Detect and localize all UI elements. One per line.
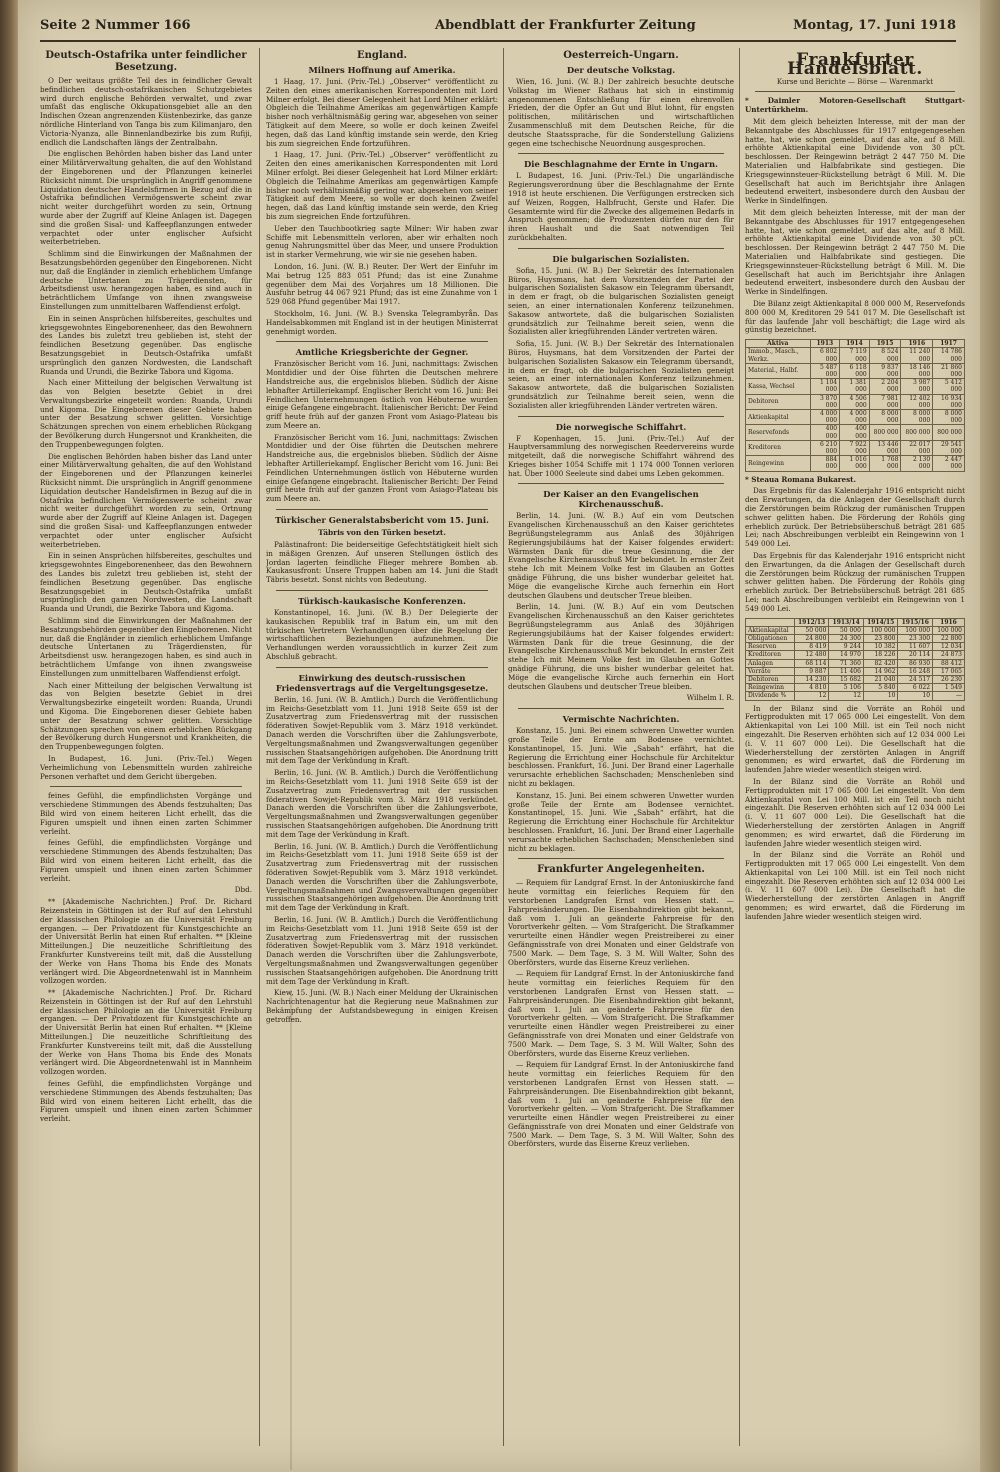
table-cell: Immob., Masch., Werkz. <box>746 348 811 363</box>
table-cell: 71 360 <box>829 659 864 667</box>
article-paragraph: Französischer Bericht vom 16. Juni, nachmittags: Zwischen Montdidier und der Oise führten die Deutschen mehrere Handstreiche aus, die ergebnislos blieben. Südlich der Aisne lebhafter Artilleriekampf. Englischer Bericht vom 16. Juni: Bei Feindlichen Unternehmungen östlich von Hébuterne wurden einige Gefangene eingebracht. Italienischer Bericht: Der Feind griff heute früh auf der ganzen Front vom Asiago-Plateau bis zum Meere an. <box>266 432 498 504</box>
feuilleton-signature: Dbd. <box>234 885 252 895</box>
article-paragraph: Konstanz, 15. Juni. Bei einem schweren Unwetter wurden große Teile der Ernte am Bodensee vernichtet. Konstantinopel, 15. Juni. Wie „Sabah“ erfährt, hat die Regierung die Errichtung einer Hochschule für Architektur beschlossen. Frankfurt, 16. Juni. Der Brand einer Lagerhalle verursachte erheblichen Sachschaden; Menschenleben sind nicht zu beklagen. <box>508 790 734 853</box>
table-cell: 884 000 <box>810 456 840 471</box>
article-paragraph: O Der weitaus größte Teil des in feindlicher Gewalt befindlichen deutsch-ostafrikanischen Schutzgebietes wird durch englische Behörden verwaltet, und zwar umfaßt das englische Okkupationsgebiet alle an den Indischen Ozean angrenzenden Küstenbezirke, das ganze nördliche Hinterland von Tanga bis zum Kilimanjaro, den Victoria-Nyanza, alle Binnenlandbezirke bis zum Rufiji, endlich die Landschaften längs der Zentralbahn. <box>40 76 252 147</box>
article-title: Amtliche Kriegsberichte der Gegner. <box>295 347 469 358</box>
table-cell: Aktienkapital <box>746 409 811 424</box>
article-paragraph: Ein in seinen Ansprüchen hilfsbereites, geschultes und kriegsgewohntes Eingeborenenheer, das den Bewohnern des Landes bis zuletzt treu geblieben ist, steht der feindlichen Besetzung gegenüber. Das englische Besatzungsgebiet in Deutsch-Ostafrika umfaßt ursprünglich den ganzen Nordwesten, die Landschaft Ruanda und Urundi, die Bezirke Tabora und Kigoma. <box>40 313 252 376</box>
article-title: Einwirkung des deutsch-russischen Friedensvertrags auf die Vergeltungsgesetze. <box>275 672 489 693</box>
article-paragraph: Das Ergebnis für das Kalenderjahr 1916 entspricht nicht den Erwartungen, da die Anlagen der Gesellschaft durch die Zerstörungen beim Rückzug der rumänischen Truppen schwer gelitten haben. Die Förderung der Rohöls ging erheblich zurück. Der Betriebsüberschuß beträgt 281 685 Lei; nach Abschreibungen verbleibt ein Reingewinn von 1 549 000 Lei. <box>745 486 965 549</box>
table-cell: 22 800 <box>933 634 965 642</box>
table-row <box>746 667 965 675</box>
page-header <box>40 14 956 42</box>
table-cell: 20 114 <box>898 651 933 659</box>
table-header-cell: Aktiva <box>746 340 811 348</box>
table-cell: 11 240 000 <box>901 348 933 363</box>
table-cell: 4 506 000 <box>840 394 870 409</box>
table-cell: 14 962 <box>863 667 898 675</box>
article-paragraph: London, 16. Juni. (W. B.) Reuter. Der Wert der Einfuhr im Mai betrug 125 883 051 Pfund; das ist eine Zunahme gegenüber dem Mai des Vorjahres um 18 Millionen. Die Ausfuhr betrug 44 067 921 Pfund; das ist eine Zunahme von 1 529 068 Pfund gegenüber Mai 1917. <box>266 261 498 307</box>
table-cell: 6 022 <box>898 684 933 692</box>
table-row <box>746 409 965 424</box>
table-header-cell: 1915 <box>869 340 901 348</box>
section-title: England. <box>357 50 407 61</box>
table-row <box>746 659 965 667</box>
table-cell: 12 <box>794 692 829 700</box>
table-header-cell: 1914/15 <box>863 618 898 626</box>
table-cell: 800 000 <box>933 425 965 440</box>
table-cell: Aktienkapital <box>746 626 795 634</box>
table-cell: 1 549 <box>933 684 965 692</box>
divider <box>276 667 488 668</box>
table-cell: 8 000 000 <box>869 409 901 424</box>
table-header-cell: 1913/14 <box>829 618 864 626</box>
column-rule <box>739 48 740 1446</box>
table-cell: 16 248 <box>898 667 933 675</box>
table-cell: 4 000 000 <box>840 409 870 424</box>
column-3 <box>508 48 734 1446</box>
table-cell: Reingewinn <box>746 684 795 692</box>
table-row <box>746 643 965 651</box>
article-paragraph: Die Bilanz zeigt Aktienkapital 8 000 000 M, Reservefonds 800 000 M, Kreditoren 29 541 017 M. Die Gesellschaft ist für das laufende Jahr voll beschäftigt; die Lage wird als günstig bezeichnet. <box>745 298 965 335</box>
article-paragraph: Berlin, 16. Juni. (W. B. Amtlich.) Durch die Veröffentlichung im Reichs-Gesetzblatt vom 11. Juni 1918 Seite 659 ist der Zusatzvertrag zum Friedensvertrag mit der russischen föderativen Sowjet-Republik vom 3. März 1918 verkündet. Danach werden die Vorschriften über die Zahlungsverbote, Vergeltungsmaßnahmen und Zwangsverwaltungen gegenüber russischen Staatsangehörigen aufgehoben. Die Anordnung tritt mit dem Tage der Verkündung in Kraft. <box>266 768 498 839</box>
article-paragraph: — Requiem für Landgraf Ernst. In der Antoniuskirche fand heute vormittag ein feierliches Requiem für den verstorbenen Landgrafen Ernst von Hessen statt. — Fahrpreisänderungen. Die Eisenbahndirektion gibt bekannt, daß vom 1. Juli an geänderte Fahrpreise für den Vorortverkehr gelten. — Vom Strafgericht. Die Strafkammer verurteilte einen Händler wegen Preistreiberei zu einer Gefängnisstrafe von drei Monaten und einer Geldstrafe von 7500 Mark. — Dem Tage, S. 3 M. Will Walter, Sohn des Oberförsters, wurde das Eiserne Kreuz verliehen. <box>508 1060 734 1149</box>
table-cell: 5 487 000 <box>810 363 840 378</box>
article-title: Türkisch-kaukasische Konferenzen. <box>298 596 466 607</box>
table-row <box>746 456 965 471</box>
table-row <box>746 692 965 700</box>
article-paragraph: Berlin, 14. Juni. (W. B.) Auf ein vom Deutschen Evangelischen Kirchenausschuß an den Kaiser gerichtetes Begrüßungstelegramm aus Anlaß des 30jährigen Regierungsjubiläums hat der Kaiser folgendes erwidert: Wärmsten Dank für die treue Gesinnung, die der Evangelische Kirchenausschuß Mir bekundet. In ernster Zeit stehe Ich mit Meinem Volke fest im Glauben an Gottes gnädige Führung, die uns bisher wunderbar geleitet hat. Möge die evangelische Kirche auch fernerhin ein Hort deutschen Glaubens und deutscher Treue bleiben. <box>508 602 734 691</box>
table-cell: 23 300 <box>898 634 933 642</box>
table-cell: 100 000 <box>898 626 933 634</box>
table-cell: 24 873 <box>933 651 965 659</box>
table-header-cell: 1914 <box>840 340 870 348</box>
table-cell: 12 034 <box>933 643 965 651</box>
article-title: Türkischer Generalstabsbericht vom 15. Juni. <box>275 515 489 526</box>
table-row <box>746 626 965 634</box>
table-cell: 8 419 <box>794 643 829 651</box>
article-paragraph: Ein in seinen Ansprüchen hilfsbereites, geschultes und kriegsgewohntes Eingeborenenheer, das den Bewohnern des Landes bis zuletzt treu geblieben ist, steht der feindlichen Besetzung gegenüber. Das englische Besatzungsgebiet in Deutsch-Ostafrika umfaßt ursprünglich den ganzen Nordwesten, die Landschaft Ruanda und Urundi, die Bezirke Tabora und Kigoma. <box>40 551 252 614</box>
divider <box>518 248 724 249</box>
notes-paragraph: ** [Akademische Nachrichten.] Prof. Dr. Richard Reizenstein in Göttingen ist der Ruf auf den Lehrstuhl der klassischen Philologie an die Universität Freiburg ergangen. — Der Privatdozent für Kunstgeschichte an der Universität Berlin hat einen Ruf erhalten. ** [Kleine Mitteilungen.] Die neuzeitliche Schriftleitung des Frankfurter Kunstvereins teilt mit, daß die Ausstellung der Werke von Hans Thoma bis Ende des Monats verlängert wird. Die Abgeordnetenwahl ist in Mannheim vollzogen worden. <box>40 988 252 1077</box>
table-cell: 8 000 000 <box>901 409 933 424</box>
feuilleton-paragraph: feines Gefühl, die empfindlichsten Vorgänge und verschiedene Stimmungen des Abends festzuhalten; Das Bild wird von einem heiteren Licht erhellt, das die Figuren umspielt und ihnen einen zarten Schimmer verleiht. <box>40 838 252 883</box>
table-cell: Obligationen <box>746 634 795 642</box>
table-cell: 6 802 000 <box>810 348 840 363</box>
table-cell: Reingewinn <box>746 456 811 471</box>
article-paragraph: In der Bilanz sind die Vorräte an Rohöl und Fertigprodukten mit 17 065 000 Lei eingestellt. Von dem Aktienkapital von Lei 100 Mill. ist ein Teil noch nicht eingezahlt. Die Reserven erhöhten sich auf 12 034 000 Lei (i. V. 11 607 000 Lei). Die Gesellschaft hat die Wiederherstellung der zerstörten Anlagen in Angriff genommen; es wird erwartet, daß die Förderung im laufenden Jahre wieder wesentlich steigen wird. <box>745 850 965 921</box>
news-note: In Budapest, 16. Juni. (Priv.-Tel.) Wegen Verheimlichung von Lebensmitteln wurden zahlreiche Personen verhaftet und dem Gericht übergeben. <box>40 753 252 781</box>
article-paragraph: Sofia, 15. Juni. (W. B.) Der Sekretär des Internationalen Büros, Huysmans, hat dem Vorsitzenden der Partei der bulgarischen Sozialisten Sakasow ein Telegramm übersandt, in dem er fragt, ob die bulgarischen Sozialisten geneigt seien, an einer internationalen Konferenz teilzunehmen. Sakasow antwortete, daß die bulgarischen Sozialisten grundsätzlich zur Teilnahme bereit seien, wenn die Sozialisten aller kriegführenden Länder vertreten wären. <box>508 265 734 337</box>
table-cell: Reserven <box>746 643 795 651</box>
article-paragraph: Berlin, 14. Juni. (W. B.) Auf ein vom Deutschen Evangelischen Kirchenausschuß an den Kaiser gerichtetes Begrüßungstelegramm aus Anlaß des 30jährigen Regierungsjubiläums hat der Kaiser folgendes erwidert: Wärmsten Dank für die treue Gesinnung, die der Evangelische Kirchenausschuß Mir bekundet. In ernster Zeit stehe Ich mit Meinem Volke fest im Glauben an Gottes gnädige Führung, die uns bisher wunderbar geleitet hat. Möge die evangelische Kirche auch fernerhin ein Hort deutschen Glaubens und deutscher Treue bleiben. <box>508 511 734 600</box>
article-title: Vermischte Nachrichten. <box>562 714 680 725</box>
article-title: Der Kaiser an den Evangelischen Kirchenausschuß. <box>543 489 699 510</box>
article-paragraph: Ueber den Tauchbootkrieg sagte Milner: Wir haben zwar Schiffe mit Lebensmitteln verloren, aber wir erhalten noch genug Nahrungsmittel über das Meer, und unsere Produktion ist in starker Vermehrung, wie wir sie nie gesehen haben. <box>266 223 498 260</box>
table-cell: 7 922 000 <box>840 440 870 455</box>
table-cell: 12 480 <box>794 651 829 659</box>
table-cell: 11 406 <box>829 667 864 675</box>
table-row <box>746 651 965 659</box>
table-row <box>746 348 965 363</box>
table-header-row <box>746 340 965 348</box>
table-cell: 2 204 000 <box>869 379 901 394</box>
table-cell: 14 230 <box>794 675 829 683</box>
section-title: Oesterreich-Ungarn. <box>563 50 679 61</box>
table-row <box>746 425 965 440</box>
notes-paragraph: feines Gefühl, die empfindlichsten Vorgänge und verschiedene Stimmungen des Abends festzuhalten; Das Bild wird von einem heiteren Licht erhellt, das die Figuren umspielt und ihnen einen zarten Schimmer verleiht. <box>40 1079 252 1124</box>
article-title: * Daimler Motoren-Gesellschaft Stuttgart-Untertürkheim. <box>745 96 965 115</box>
table-cell: 800 000 <box>869 425 901 440</box>
article-paragraph: Kiew, 15. Juni. (W. B.) Nach einer Meldung der Ukrainischen Nachrichtenagentur hat die Regierung neue Maßnahmen zur Bekämpfung der Aufstandsbewegung in einigen Kreisen getroffen. <box>266 988 498 1024</box>
article-paragraph: Schlimm sind die Einwirkungen der Maßnahmen der Besatzungsbehörden gegenüber den Eingeborenen. Nicht nur, daß die Engländer in ziemlich erheblichem Umfange deutsche Untertanen zu Trägerdiensten, für Arbeitsdienst usw. herangezogen haben, es sind auch in beträchtlichem Umfange von ihnen zwangsweise Einstellungen zum unmittelbaren Waffendienst erfolgt. <box>40 616 252 678</box>
article-paragraph: Französischer Bericht vom 16. Juni, nachmittags: Zwischen Montdidier und der Oise führten die Deutschen mehrere Handstreiche aus, die ergebnislos blieben. Südlich der Aisne lebhafter Artilleriekampf. Englischer Bericht vom 16. Juni: Bei Feindlichen Unternehmungen östlich von Hébuterne wurden einige Gefangene eingebracht. Italienischer Bericht: Der Feind griff heute früh auf der ganzen Front vom Asiago-Plateau bis zum Meere an. <box>266 359 498 430</box>
signature: Wilhelm I. R. <box>686 693 734 703</box>
article-paragraph: Mit dem gleich beheizten Interesse, mit der man der Bekanntgabe des Abschlusses für 1917 entgegengesehen hatte, hat, wie schon gemeldet, auf das alte, auf 8 Mill. erhöhte Aktienkapital eine Dividende von 30 pCt. beschlossen. Der Reingewinn beträgt 2 447 750 M. Die Materialien und Halbfabrikate sind gestiegen. Die Kriegsgewinnsteuer-Rückstellung beträgt 6 Mill. M. Die Gesellschaft hat auch im Berichtsjahr ihre Anlagen bedeutend erweitert, insbesondere durch den Ausbau der Werke in Sindelfingen. <box>745 207 965 297</box>
article-paragraph: 1 Haag, 17. Juni. (Priv.-Tel.) „Observer“ veröffentlicht zu Zeiten den eines amerikanischen Korrespondenten mit Lord Milner erfolgt. Bei dieser Gelegenheit hat Lord Milner erklärt: Obgleich die Teilnahme Amerikas am gegenwärtigen Kampfe bisher noch verhältnismäßig gering war, abgesehen von seiner Tätigkeit auf dem Meere, so wolle er doch keinen Zweifel hegen, daß das Land künftig imstande sein werde, den Krieg bis zum siegreichen Ende fortzuführen. <box>266 77 498 148</box>
article-paragraph: Berlin, 16. Juni. (W. B. Amtlich.) Durch die Veröffentlichung im Reichs-Gesetzblatt vom 11. Juni 1918 Seite 659 ist der Zusatzvertrag zum Friedensvertrag mit der russischen föderativen Sowjet-Republik vom 3. März 1918 verkündet. Danach werden die Vorschriften über die Zahlungsverbote, Vergeltungsmaßnahmen und Zwangsverwaltungen gegenüber russischen Staatsangehörigen aufgehoben. Die Anordnung tritt mit dem Tage der Verkündung in Kraft. <box>266 694 498 766</box>
table-header-cell <box>746 618 795 626</box>
table-cell: 2 447 000 <box>933 456 965 471</box>
article-paragraph: Sofia, 15. Juni. (W. B.) Der Sekretär des Internationalen Büros, Huysmans, hat dem Vorsitzenden der Partei der bulgarischen Sozialisten Sakasow ein Telegramm übersandt, in dem er fragt, ob die bulgarischen Sozialisten geneigt seien, an einer internationalen Konferenz teilzunehmen. Sakasow antwortete, daß die bulgarischen Sozialisten grundsätzlich zur Teilnahme bereit seien, wenn die Sozialisten aller kriegführenden Länder vertreten wären. <box>508 339 734 410</box>
divider <box>50 786 242 787</box>
table-cell: Kassa, Wechsel <box>746 379 811 394</box>
table-cell: 10 <box>898 692 933 700</box>
divider <box>755 91 955 92</box>
issue-date: Montag, 17. Juni 1918 <box>793 18 956 33</box>
paper-title: Abendblatt der Frankfurter Zeitung <box>435 18 696 33</box>
table-cell: Dividende % <box>746 692 795 700</box>
article-paragraph: — Requiem für Landgraf Ernst. In der Antoniuskirche fand heute vormittag ein feierliches Requiem für den verstorbenen Landgrafen Ernst von Hessen statt. — Fahrpreisänderungen. Die Eisenbahndirektion gibt bekannt, daß vom 1. Juli an geänderte Fahrpreise für den Vorortverkehr gelten. — Vom Strafgericht. Die Strafkammer verurteilte einen Händler wegen Preistreiberei zu einer Gefängnisstrafe von drei Monaten und einer Geldstrafe von 7500 Mark. — Dem Tage, S. 3 M. Will Walter, Sohn des Oberförsters, wurde das Eiserne Kreuz verliehen. <box>508 969 734 1058</box>
table-cell: 68 114 <box>794 659 829 667</box>
article-subtitle: Milners Hoffnung auf Amerika. <box>308 65 456 75</box>
article-paragraph: 1 Haag, 17. Juni. (Priv.-Tel.) „Observer“ veröffentlicht zu Zeiten den eines amerikanischen Korrespondenten mit Lord Milner erfolgt. Bei dieser Gelegenheit hat Lord Milner erklärt: Obgleich die Teilnahme Amerikas am gegenwärtigen Kampfe bisher noch verhältnismäßig gering war, abgesehen von seiner Tätigkeit auf dem Meere, so wolle er doch keinen Zweifel hegen, daß das Land künftig imstande sein werde, den Krieg bis zum siegreichen Ende fortzuführen. <box>266 150 498 221</box>
article-paragraph: Schlimm sind die Einwirkungen der Maßnahmen der Besatzungsbehörden gegenüber den Eingeborenen. Nicht nur, daß die Engländer in ziemlich erheblichem Umfange deutsche Untertanen zu Trägerdiensten, für Arbeitsdienst usw. herangezogen haben, es sind auch in beträchtlichem Umfange von ihnen zwangsweise Einstellungen zum unmittelbaren Waffendienst erfolgt. <box>40 249 252 311</box>
table-row <box>746 634 965 642</box>
table-cell: 82 420 <box>863 659 898 667</box>
divider <box>518 416 724 417</box>
book-binding <box>0 0 18 1472</box>
article-title: Die norwegische Schiffahrt. <box>555 421 687 432</box>
article-title: * Steaua Romana Bukarest. <box>745 474 856 484</box>
table-cell: 14 970 <box>829 651 864 659</box>
table-cell: 3 870 000 <box>810 394 840 409</box>
table-cell: 17 065 <box>933 667 965 675</box>
divider <box>276 341 488 342</box>
table-cell: Debitoren <box>746 394 811 409</box>
divider <box>518 708 724 709</box>
table-cell: 1 016 000 <box>840 456 870 471</box>
table-cell: 18 226 <box>863 651 898 659</box>
table-cell: — <box>933 692 965 700</box>
handelsblatt-masthead: Frankfurter Handelsblatt. <box>787 50 923 79</box>
table-row <box>746 363 965 378</box>
article-paragraph: Die englischen Behörden haben bisher das Land unter einer Militärverwaltung gehalten, die auf den Wohlstand der Eingeborenen und der Pflanzungen keinerlei Rücksicht nimmt. Die ursprünglich in Angriff genommene Liquidation deutscher Handelsfirmen in Bezug auf die in Ostafrika befindlichen Vermögenswerte scheint zwar nicht weiter durchgeführt worden zu sein, Ortnung wurde aber der Zugriff auf Kleine Anlagen ist. Dagegen sind die großen Sisal- und Kaffeepflanzungen entweder verpachtet oder unter englischer Aufsicht weiterbetrieben. <box>40 451 252 549</box>
table-cell: 1 104 000 <box>810 379 840 394</box>
article-paragraph: Die englischen Behörden haben bisher das Land unter einer Militärverwaltung gehalten, die auf den Wohlstand der Eingeborenen und der Pflanzungen keinerlei Rücksicht nimmt. Die ursprünglich in Angriff genommene Liquidation deutscher Handelsfirmen in Bezug auf die in Ostafrika befindlichen Vermögenswerte scheint zwar nicht weiter durchgeführt worden zu sein, Ortnung wurde aber der Zugriff auf Kleine Anlagen ist. Dagegen sind die großen Sisal- und Kaffeepflanzungen entweder verpachtet oder unter englischer Aufsicht weiterbetrieben. <box>40 149 252 247</box>
table-cell: 13 446 000 <box>869 440 901 455</box>
table-cell: 21 040 <box>863 675 898 683</box>
table-cell: 2 130 000 <box>901 456 933 471</box>
table-cell: 23 800 <box>863 634 898 642</box>
table-header-row <box>746 618 965 626</box>
financial-table <box>745 618 965 701</box>
table-cell: Kreditoren <box>746 651 795 659</box>
table-cell: 5 840 <box>863 684 898 692</box>
column-rule <box>503 48 504 1446</box>
table-header-cell: 1917 <box>933 340 965 348</box>
article-paragraph: Berlin, 16. Juni. (W. B. Amtlich.) Durch die Veröffentlichung im Reichs-Gesetzblatt vom 11. Juni 1918 Seite 659 ist der Zusatzvertrag zum Friedensvertrag mit der russischen föderativen Sowjet-Republik vom 3. März 1918 verkündet. Danach werden die Vorschriften über die Zahlungsverbote, Vergeltungsmaßnahmen und Zwangsverwaltungen gegenüber russischen Staatsangehörigen aufgehoben. Die Anordnung tritt mit dem Tage der Verkündung in Kraft. <box>266 841 498 913</box>
table-cell: 24 517 <box>898 675 933 683</box>
article-paragraph: Konstantinopel, 16. Juni. (W. B.) Der Delegierte der kaukasischen Republik traf in Batum ein, um mit den türkischen Vertretern Verhandlungen über die Regelung der wirtschaftlichen Beziehungen aufzunehmen. Die Verhandlungen werden voraussichtlich in kurzer Zeit zum Abschluß gebracht. <box>266 608 498 662</box>
table-cell: 7 119 000 <box>840 348 870 363</box>
table-cell: 11 607 <box>898 643 933 651</box>
table-cell: Kreditoren <box>746 440 811 455</box>
article-subtitle: Der deutsche Volkstag. <box>566 65 676 75</box>
table-cell: 1 768 000 <box>869 456 901 471</box>
table-cell: 12 402 000 <box>901 394 933 409</box>
table-cell: 22 017 000 <box>901 440 933 455</box>
column-rule <box>259 48 260 1446</box>
page-number: Seite 2 Nummer 166 <box>40 18 191 33</box>
table-row <box>746 394 965 409</box>
table-cell: 88 412 <box>933 659 965 667</box>
table-cell: Vorräte <box>746 667 795 675</box>
article-paragraph: In der Bilanz sind die Vorräte an Rohöl und Fertigprodukten mit 17 065 000 Lei eingestellt. Von dem Aktienkapital von Lei 100 Mill. ist ein Teil noch nicht eingezahlt. Die Reserven erhöhten sich auf 12 034 000 Lei (i. V. 11 607 000 Lei). Die Gesellschaft hat die Wiederherstellung der zerstörten Anlagen in Angriff genommen; es wird erwartet, daß die Förderung im laufenden Jahre wieder wesentlich steigen wird. <box>745 703 965 775</box>
table-row <box>746 379 965 394</box>
table-cell: 8 524 000 <box>869 348 901 363</box>
table-cell: 10 382 <box>863 643 898 651</box>
article-paragraph: — Requiem für Landgraf Ernst. In der Antoniuskirche fand heute vormittag ein feierliches Requiem für den verstorbenen Landgrafen Ernst von Hessen statt. — Fahrpreisänderungen. Die Eisenbahndirektion gibt bekannt, daß vom 1. Juli an geänderte Fahrpreise für den Vorortverkehr gelten. — Vom Strafgericht. Die Strafkammer verurteilte einen Händler wegen Preistreiberei zu einer Gefängnisstrafe von drei Monaten und einer Geldstrafe von 7500 Mark. — Dem Tage, S. 3 M. Will Walter, Sohn des Oberförsters, wurde das Eiserne Kreuz verliehen. <box>508 878 734 967</box>
table-cell: 50 000 <box>829 626 864 634</box>
table-cell: 9 244 <box>829 643 864 651</box>
article-paragraph: Nach einer Mitteilung der belgischen Verwaltung ist das von Belgien besetzte Gebiet in drei Verwaltungsbezirke eingeteilt worden: Ruanda, Urundi und Kigoma. Die Eingeborenen dieser Gebiete haben unter der Besatzung schwer gelitten. Vorsichtige Schätzungen sprechen von einem erheblichen Rückgang der Bevölkerung durch Hungersnot und Krankheiten, die den Truppenbewegungen folgten. <box>40 680 252 752</box>
table-cell: Reservefonds <box>746 425 811 440</box>
table-cell: 15 682 <box>829 675 864 683</box>
table-cell: 100 000 <box>933 626 965 634</box>
table-cell: 16 934 000 <box>933 394 965 409</box>
table-header-cell: 1913 <box>810 340 840 348</box>
handelsblatt-subhead: Kurse und Berichte — Börse — Warenmarkt <box>776 77 934 86</box>
table-cell: 3 987 000 <box>901 379 933 394</box>
table-cell: 50 000 <box>794 626 829 634</box>
article-paragraph: Palästinafront: Die beiderseitige Gefechtstätigkeit hielt sich in mäßigen Grenzen. Auf unseren Stellungen östlich des Jordan lagerten feindliche Flieger mehrere Bomben ab. Kaukasusfront: Unsere Truppen haben am 14. Juni die Stadt Täbris besetzt. Sonst nichts von Bedeutung. <box>266 540 498 585</box>
table-cell: 400 000 <box>840 425 870 440</box>
table-cell: 400 000 <box>810 425 840 440</box>
divider <box>276 590 488 591</box>
divider <box>518 153 724 154</box>
article-paragraph: Das Ergebnis für das Kalenderjahr 1916 entspricht nicht den Erwartungen, da die Anlagen der Gesellschaft durch die Zerstörungen beim Rückzug der rumänischen Truppen schwer gelitten haben. Die Förderung der Rohöls ging erheblich zurück. Der Betriebsüberschuß beträgt 281 685 Lei; nach Abschreibungen verbleibt ein Reingewinn von 1 549 000 Lei. <box>745 550 965 613</box>
table-cell: 9 887 <box>794 667 829 675</box>
table-cell: 6 118 000 <box>840 363 870 378</box>
table-cell: 9 837 000 <box>869 363 901 378</box>
article-paragraph: F Kopenhagen, 15. Juni. (Priv.-Tel.) Auf der Hauptversammlung des norwegischen Reedervereins wurde mitgeteilt, daß die norwegische Schiffahrt während des Krieges bisher 1054 Schiffe mit 1 174 000 Tonnen verloren hat. Über 1000 Seeleute sind dabei ums Leben gekommen. <box>508 433 734 478</box>
column-2 <box>266 48 498 1446</box>
divider <box>276 509 488 510</box>
article-title: Die Beschlagnahme der Ernte in Ungarn. <box>524 159 718 170</box>
notes-paragraph: ** [Akademische Nachrichten.] Prof. Dr. Richard Reizenstein in Göttingen ist der Ruf auf den Lehrstuhl der klassischen Philologie an die Universität Freiburg ergangen. — Der Privatdozent für Kunstgeschichte an der Universität Berlin hat einen Ruf erhalten. ** [Kleine Mitteilungen.] Die neuzeitliche Schriftleitung des Frankfurter Kunstvereins teilt mit, daß die Ausstellung der Werke von Hans Thoma bis Ende des Monats verlängert wird. Die Abgeordnetenwahl ist in Mannheim vollzogen worden. <box>40 897 252 986</box>
table-row <box>746 675 965 683</box>
table-cell: 24 300 <box>829 634 864 642</box>
table-cell: 24 800 <box>794 634 829 642</box>
table-header-cell: 1916 <box>901 340 933 348</box>
article-paragraph: Mit dem gleich beheizten Interesse, mit der man der Bekanntgabe des Abschlusses für 1917 entgegengesehen hatte, hat, wie schon gemeldet, auf das alte, auf 8 Mill. erhöhte Aktienkapital eine Dividende von 30 pCt. beschlossen. Der Reingewinn beträgt 2 447 750 M. Die Materialien und Halbfabrikate sind gestiegen. Die Kriegsgewinnsteuer-Rückstellung beträgt 6 Mill. M. Die Gesellschaft hat auch im Berichtsjahr ihre Anlagen bedeutend erweitert, insbesondere durch den Ausbau der Werke in Sindelfingen. <box>745 116 965 206</box>
article-paragraph: Stockholm, 16. Juni. (W. B.) Svenska Telegrambyrån. Das Handelsabkommen mit England ist in der heutigen Ministerrat genehmigt worden. <box>266 308 498 336</box>
table-header-cell: 1912/13 <box>794 618 829 626</box>
table-cell: Debitoren <box>746 675 795 683</box>
table-header-cell: 1915/16 <box>898 618 933 626</box>
article-paragraph: Wien, 16. Juni. (W. B.) Der zahlreich besuchte deutsche Volkstag im Wiener Rathaus hat sich in einstimmig angenommenen Entschließung für einen ehrenvollen Frieden, der die Opfer an Gut und Blut lohnt, für engsten politischen, militärischen und wirtschaftlichen Zusammenschluß mit dem Deutschen Reiche, für die deutsche Staatssprache, für die Sonderstellung Galiziens gegen eine tschechische Neuordnung ausgesprochen. <box>508 77 734 148</box>
page-edge <box>980 0 1000 1472</box>
table-cell: 6 210 000 <box>810 440 840 455</box>
column-4 <box>745 48 965 1446</box>
table-cell: 5 412 000 <box>933 379 965 394</box>
article-paragraph: Konstanz, 15. Juni. Bei einem schweren Unwetter wurden große Teile der Ernte am Bodensee vernichtet. Konstantinopel, 15. Juni. Wie „Sabah“ erfährt, hat die Regierung die Errichtung einer Hochschule für Architektur beschlossen. Frankfurt, 16. Juni. Der Brand einer Lagerhalle verursachte erheblichen Sachschaden; Menschenleben sind nicht zu beklagen. <box>508 726 734 788</box>
article-title: Deutsch-Ostafrika unter feindlicher Besetzung. <box>45 50 247 73</box>
table-cell: 10 <box>863 692 898 700</box>
table-row <box>746 684 965 692</box>
table-cell: 18 146 000 <box>901 363 933 378</box>
divider <box>518 858 724 859</box>
article-paragraph: Nach einer Mitteilung der belgischen Verwaltung ist das von Belgien besetzte Gebiet in drei Verwaltungsbezirke eingeteilt worden: Ruanda, Urundi und Kigoma. Die Eingeborenen dieser Gebiete haben unter der Besatzung schwer gelitten. Vorsichtige Schätzungen sprechen von einem erheblichen Rückgang der Bevölkerung durch Hungersnot und Krankheiten, die den Truppenbewegungen folgten. <box>40 378 252 449</box>
table-cell: 4 810 <box>794 684 829 692</box>
table-cell: Material., Halbf. <box>746 363 811 378</box>
table-cell: 5 106 <box>829 684 864 692</box>
table-header-cell: 1916 <box>933 618 965 626</box>
table-cell: 26 230 <box>933 675 965 683</box>
article-paragraph: L Budapest, 16. Juni. (Priv.-Tel.) Die ungarländische Regierungsverordnung über die Beschlagnahme der Ernte 1918 ist heute erschienen. Die Verfügungen erstrecken sich auf Weizen, Roggen, Halbfrucht, Gerste und Hafer. Die Gesamternte wird für die Zwecke des allgemeinen Bedarfs in Anspruch genommen; die Produzenten dürfen nur den für ihren Haushalt und die Saat notwendigen Teil zurückbehalten. <box>508 171 734 242</box>
column-1 <box>40 48 252 1446</box>
table-row <box>746 440 965 455</box>
table-cell: 12 <box>829 692 864 700</box>
table-cell: 800 000 <box>901 425 933 440</box>
article-paragraph: Berlin, 16. Juni. (W. B. Amtlich.) Durch die Veröffentlichung im Reichs-Gesetzblatt vom 11. Juni 1918 Seite 659 ist der Zusatzvertrag zum Friedensvertrag mit der russischen föderativen Sowjet-Republik vom 3. März 1918 verkündet. Danach werden die Vorschriften über die Zahlungsverbote, Vergeltungsmaßnahmen und Zwangsverwaltungen gegenüber russischen Staatsangehörigen aufgehoben. Die Anordnung tritt mit dem Tage der Verkündung in Kraft. <box>266 914 498 986</box>
feuilleton-paragraph: feines Gefühl, die empfindlichsten Vorgänge und verschiedene Stimmungen des Abends festzuhalten; Das Bild wird von einem heiteren Licht erhellt, das die Figuren umspielt und ihnen einen zarten Schimmer verleiht. <box>40 791 252 836</box>
table-cell: 29 541 000 <box>933 440 965 455</box>
table-cell: 21 860 000 <box>933 363 965 378</box>
table-cell: Anlagen <box>746 659 795 667</box>
table-cell: 4 000 000 <box>810 409 840 424</box>
financial-table <box>745 339 965 471</box>
article-paragraph: In der Bilanz sind die Vorräte an Rohöl und Fertigprodukten mit 17 065 000 Lei eingestellt. Von dem Aktienkapital von Lei 100 Mill. ist ein Teil noch nicht eingezahlt. Die Reserven erhöhten sich auf 12 034 000 Lei (i. V. 11 607 000 Lei). Die Gesellschaft hat die Wiederherstellung der zerstörten Anlagen in Angriff genommen; es wird erwartet, daß die Förderung im laufenden Jahre wieder wesentlich steigen wird. <box>745 776 965 848</box>
section-title: Frankfurter Angelegenheiten. <box>537 864 705 876</box>
table-cell: 14 786 000 <box>933 348 965 363</box>
table-cell: 1 381 000 <box>840 379 870 394</box>
table-cell: 7 981 000 <box>869 394 901 409</box>
table-cell: 86 930 <box>898 659 933 667</box>
article-title: Die bulgarischen Sozialisten. <box>552 253 690 264</box>
table-cell: 8 000 000 <box>933 409 965 424</box>
table-cell: 100 000 <box>863 626 898 634</box>
page-fold <box>290 990 292 1470</box>
article-subtitle: Täbris von den Türken besetzt. <box>318 528 446 538</box>
divider <box>518 483 724 484</box>
